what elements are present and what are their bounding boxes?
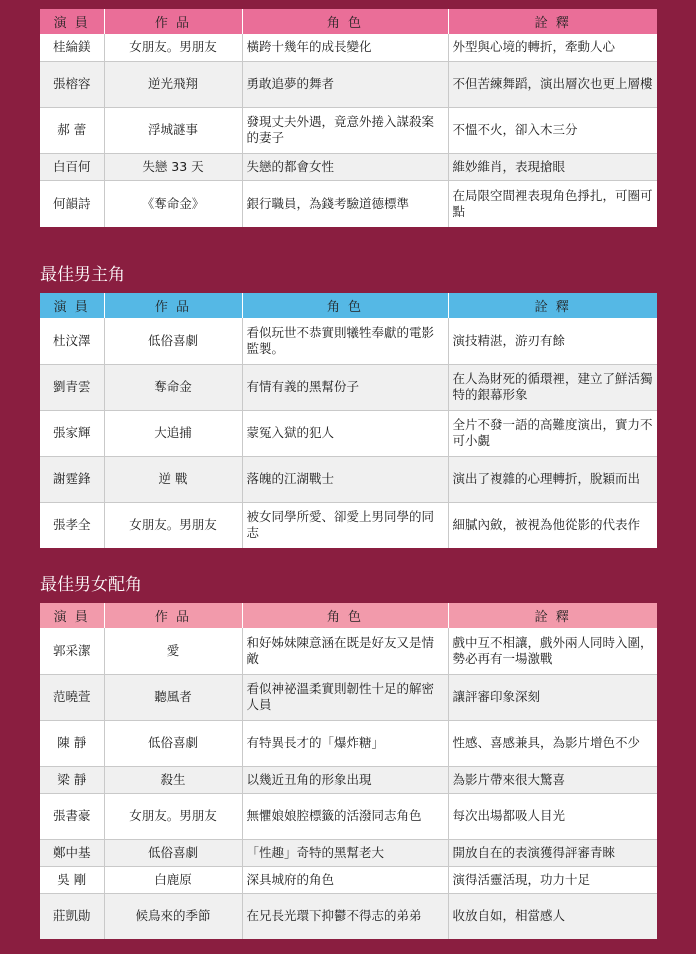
actor-name: 吳 剛 [40,866,104,893]
role-description: 被女同學所愛、卻愛上男同學的同志 [242,502,448,548]
film-title: 《奪命金》 [104,180,242,227]
table-row [40,720,657,766]
actor-name: 張孝全 [40,502,104,548]
role-description: 發現丈夫外遇，竟意外捲入謀殺案的妻子 [242,107,448,153]
table-row [40,107,657,153]
role-description: 蒙冤入獄的犯人 [242,410,448,456]
table-row [40,766,657,793]
film-title: 逆 戰 [104,456,242,502]
film-title: 失戀 33 天 [104,153,242,180]
actor-name: 白百何 [40,153,104,180]
actor-name: 謝霆鋒 [40,456,104,502]
header-work: 作 品 [104,9,242,34]
performance-comment: 演得活靈活現，功力十足 [448,866,657,893]
role-description: 橫跨十幾年的成長變化 [242,34,448,61]
film-title: 低俗喜劇 [104,318,242,364]
table-row [40,318,657,364]
actor-name: 郭采潔 [40,628,104,674]
film-title: 女朋友。男朋友 [104,34,242,61]
performance-comment: 讓評審印象深刻 [448,674,657,720]
performance-comment: 戲中互不相讓，戲外兩人同時入圍，勢必再有一場激戰 [448,628,657,674]
performance-comment: 演技精湛，游刃有餘 [448,318,657,364]
role-description: 銀行職員，為錢考驗道德標準 [242,180,448,227]
actor-name: 莊凱勛 [40,893,104,939]
table-row [40,180,657,227]
film-title: 逆光飛翔 [104,61,242,107]
table-row [40,628,657,674]
performance-comment: 收放自如，相當感人 [448,893,657,939]
table-row [40,456,657,502]
actor-name: 郝 蕾 [40,107,104,153]
header-work: 作 品 [104,293,242,318]
performance-comment: 開放自在的表演獲得評審青睞 [448,839,657,866]
role-description: 落魄的江湖戰士 [242,456,448,502]
header-work: 作 品 [104,603,242,628]
film-title: 候鳥來的季節 [104,893,242,939]
nominee-table-section1 [40,9,657,227]
table-row [40,502,657,548]
performance-comment: 性感、喜感兼具，為影片增色不少 [448,720,657,766]
nominee-table-best-supporting [40,603,657,939]
actor-name: 劉青雲 [40,364,104,410]
film-title: 愛 [104,628,242,674]
table-row [40,410,657,456]
header-actor: 演 員 [40,603,104,628]
film-title: 白鹿原 [104,866,242,893]
role-description: 以幾近丑角的形象出現 [242,766,448,793]
section-title-best-supporting: 最佳男女配角 [40,575,142,595]
film-title: 奪命金 [104,364,242,410]
header-note: 詮 釋 [448,603,657,628]
actor-name: 張書豪 [40,793,104,839]
film-title: 女朋友。男朋友 [104,502,242,548]
table-row [40,793,657,839]
role-description: 無懼娘娘腔標籤的活潑同志角色 [242,793,448,839]
actor-name: 桂綸鎂 [40,34,104,61]
role-description: 有特異長才的「爆炸糖」 [242,720,448,766]
actor-name: 張榕容 [40,61,104,107]
role-description: 失戀的都會女性 [242,153,448,180]
table-row [40,34,657,61]
table-row [40,866,657,893]
table-row [40,153,657,180]
performance-comment: 外型與心境的轉折，牽動人心 [448,34,657,61]
header-note: 詮 釋 [448,293,657,318]
performance-comment: 在人為財死的循環裡，建立了鮮活獨特的銀幕形象 [448,364,657,410]
role-description: 「性趣」奇特的黑幫老大 [242,839,448,866]
film-title: 低俗喜劇 [104,720,242,766]
performance-comment: 在局限空間裡表現角色掙扎，可圈可點 [452,187,653,219]
table-row [40,893,657,939]
performance-comment: 不但苦練舞蹈，演出層次也更上層樓 [448,61,657,107]
actor-name: 鄭中基 [40,839,104,866]
role-description: 勇敢追夢的舞者 [242,61,448,107]
actor-name: 張家輝 [40,410,104,456]
performance-comment: 演出了複雜的心理轉折，脫穎而出 [448,456,657,502]
actor-name: 陳 靜 [40,720,104,766]
header-note: 詮 釋 [448,9,657,34]
film-title: 低俗喜劇 [104,839,242,866]
actor-name: 梁 靜 [40,766,104,793]
performance-comment: 細膩內斂，被視為他從影的代表作 [452,517,641,533]
role-description: 深具城府的角色 [242,866,448,893]
film-title: 大追捕 [104,410,242,456]
table-row [40,364,657,410]
film-title: 女朋友。男朋友 [104,793,242,839]
performance-comment: 全片不發一語的高難度演出，實力不可小覷 [448,410,657,456]
role-description: 看似玩世不恭實則犧牲奉獻的電影監製。 [242,318,448,364]
film-title: 聽風者 [104,674,242,720]
performance-comment: 為影片帶來很大驚喜 [448,766,657,793]
header-actor: 演 員 [40,293,104,318]
role-description: 和好姊妹陳意涵在既是好友又是情敵 [242,628,448,674]
header-role: 角 色 [242,293,448,318]
role-description: 在兄長光環下抑鬱不得志的弟弟 [242,893,448,939]
nominee-table-best-actor [40,293,657,548]
role-description: 看似神祕溫柔實則韌性十足的解密人員 [242,674,448,720]
role-description: 有情有義的黑幫份子 [242,364,448,410]
table-row [40,674,657,720]
performance-comment: 不慍不火，卻入木三分 [448,107,657,153]
section-title-best-actor: 最佳男主角 [40,265,125,285]
header-role: 角 色 [242,9,448,34]
actor-name: 何韻詩 [40,180,104,227]
performance-comment: 每次出場都吸人目光 [448,793,657,839]
film-title: 殺生 [104,766,242,793]
actor-name: 范曉萱 [40,674,104,720]
actor-name: 杜汶澤 [40,318,104,364]
film-title: 浮城謎事 [104,107,242,153]
performance-comment: 維妙維肖，表現搶眼 [448,153,657,180]
header-role: 角 色 [242,603,448,628]
table-row [40,839,657,866]
header-actor: 演 員 [40,9,104,34]
table-row [40,61,657,107]
